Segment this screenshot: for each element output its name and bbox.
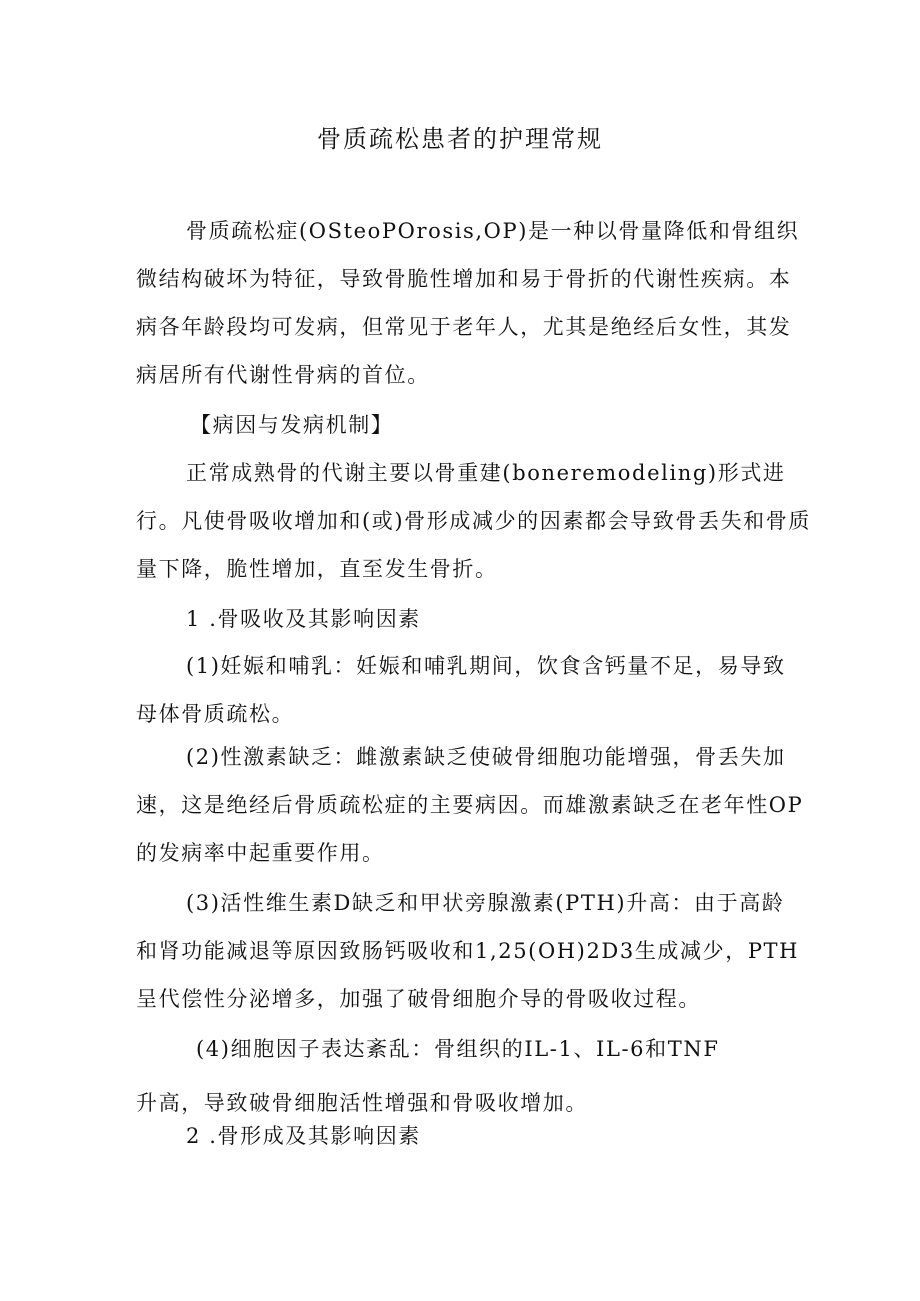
item-cytokine-line2: 升高，导致破骨细胞活性增强和骨吸收增加。 [136,1091,588,1115]
page-title: 骨质疏松患者的护理常规 [317,125,603,153]
section-heading-etiology: 【病因与发病机制】 [190,413,394,437]
item-cytokine-line1: (4)细胞因子表达紊乱：骨组织的IL-1、IL-6和TNF [196,1037,720,1061]
mechanism-paragraph: 正常成熟骨的代谢主要以骨重建(boneremodeling)形式进行。凡使骨吸收增加和(或)骨形成减少的因素都会导致骨丢失和骨质量下降，脆性增加，直至发生骨折。 [136,461,811,581]
intro-paragraph: 骨质疏松症(OSteoPOrosis,OP)是一种以骨量降低和骨组织微结构破坏为特征，导致骨脆性增加和易于骨折的代谢性疾病。本病各年龄段均可发病，但常见于老年人，尤其是绝经后女性，其发病居所有代谢性骨病的首位。 [136,219,800,387]
subheading-bone-formation: 2 .骨形成及其影响因素 [186,1124,421,1148]
item-sex-hormone: (2)性激素缺乏：雌激素缺乏使破骨细胞功能增强，骨丢失加速，这是绝经后骨质疏松症的主要病因。而雄激素缺乏在老年性OP的发病率中起重要作用。 [136,745,804,865]
item-pregnancy-lactation: (1)妊娠和哺乳：妊娠和哺乳期间，饮食含钙量不足，易导致母体骨质疏松。 [136,654,786,726]
subheading-bone-resorption: 1 .骨吸收及其影响因素 [186,607,421,631]
item-vitamin-d-pth: (3)活性维生素D缺乏和甲状旁腺激素(PTH)升高：由于高龄和肾功能减退等原因致肠钙吸收和1,25(OH)2D3生成减少，PTH呈代偿性分泌增多，加强了破骨细胞介导的骨吸收过程。 [136,891,800,1011]
